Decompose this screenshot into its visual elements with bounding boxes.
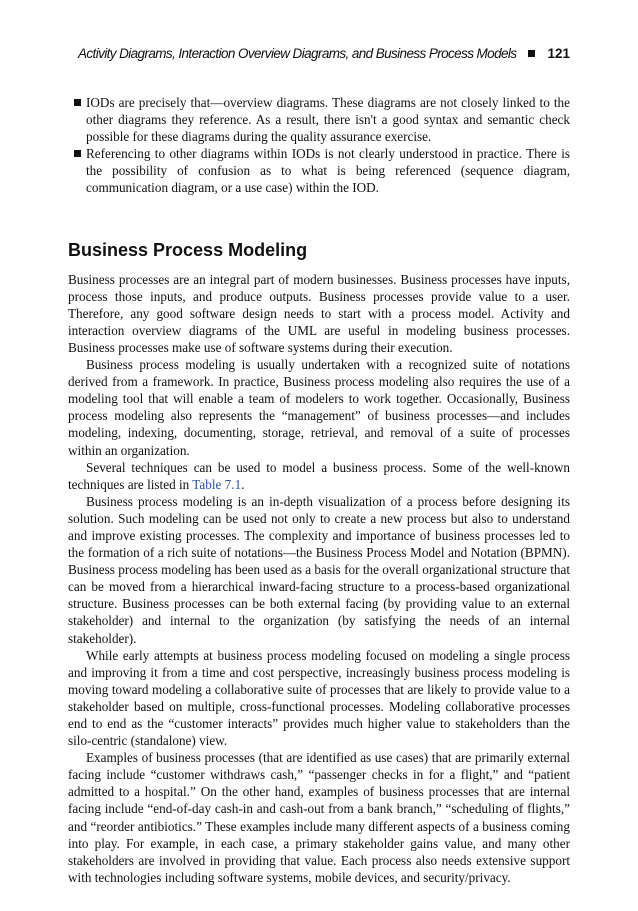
paragraph: Business process modeling is an in-depth visualization of a process before designing its solution. Such modeling can be used not only to create a new process but also to understand and improve existing processes. The complexity and importance of business processes led to the formation of a rich suite of notations—the Business Process Model and Notation (BPMN). Business process modeling has been used as a basis for the overall organizational structure that can be moved from a hierarchical inward-facing structure to a process-based organizational structure. Business processes can be both external facing (by providing value to an external stakeholder) and internal to the organization (by satisfying the needs of an internal stakeholder).: [68, 493, 570, 646]
header-square-icon: [528, 50, 535, 57]
paragraph: While early attempts at business process modeling focused on modeling a single process and improving it from a time and cost perspective, increasingly business process modeling is moving toward modeling a collaborative suite of processes that are likely to provide value to a stakeholder based on multiple, cross-functional processes. Modeling collaborative processes end to end as the “customer interacts” provides much higher value to stakeholders than the silo-centric (standalone) view.: [68, 647, 570, 749]
paragraph: Business process modeling is usually undertaken with a recognized suite of notations derived from a framework. In practice, Business process modeling also requires the use of a modeling tool that will enable a team of modelers to work together. Occasionally, Business process modeling also represents the “management” of business processes—and includes modeling, indexing, documenting, storage, retrieval, and removal of a suite of processes within an organization.: [68, 357, 570, 458]
bullet-item: [68, 94, 570, 145]
section-heading: Business Process Modeling: [68, 239, 308, 260]
bullet-square-icon: [74, 150, 81, 157]
paragraph-text: .: [241, 476, 245, 492]
bullet-text: IODs are precisely that—overview diagrams. These diagrams are not closely linked to the other diagrams they reference. As a result, there isn't a good syntax and semantic check possible for these diagrams during the quality assurance exercise.: [86, 95, 570, 145]
running-header-title: Activity Diagrams, Interaction Overview Diagrams, and Business Process Models: [77, 46, 517, 61]
bullet-square-icon: [74, 99, 81, 106]
paragraph: Business processes are an integral part of modern businesses. Business processes have inputs, process those inputs, and produce outputs. Business processes provide value to a user. Therefore, any good software design needs to start with a process model. Activity and interaction overview diagrams of the UML are useful in modeling business processes. Business processes make use of software systems during their execution.: [68, 271, 570, 355]
bullet-list: [68, 94, 570, 197]
running-header: [68, 46, 570, 61]
page-number: 121: [547, 46, 570, 61]
paragraph: Examples of business processes (that are identified as use cases) that are primarily external facing include “customer withdraws cash,” “passenger checks in for a flight,” and “patient admitted to a hospital.” On the other hand, examples of business processes that are internal facing include “end-of-day cash-in and cash-out from a bank branch,” “scheduling of flights,” and “reorder antibiotics.” These examples include many different aspects of a business coming into play. For example, in each case, a primary stakeholder gains value, and many other stakeholders are involved in providing that value. Each process also needs extensive support with technologies including software systems, mobile devices, and security/privacy.: [68, 750, 570, 885]
bullet-item: [68, 145, 570, 196]
paragraph-text: Several techniques can be used to model a business process. Some of the well-known techniques are listed in: [68, 459, 570, 492]
table-reference-link[interactable]: Table 7.1: [192, 476, 242, 492]
bullet-text: Referencing to other diagrams within IODs is not clearly understood in practice. There is the possibility of confusion as to what is being referenced (sequence diagram, communication diagram, or a use case) within the IOD.: [86, 146, 570, 196]
paragraph: [68, 459, 570, 493]
page-body: [68, 94, 570, 886]
